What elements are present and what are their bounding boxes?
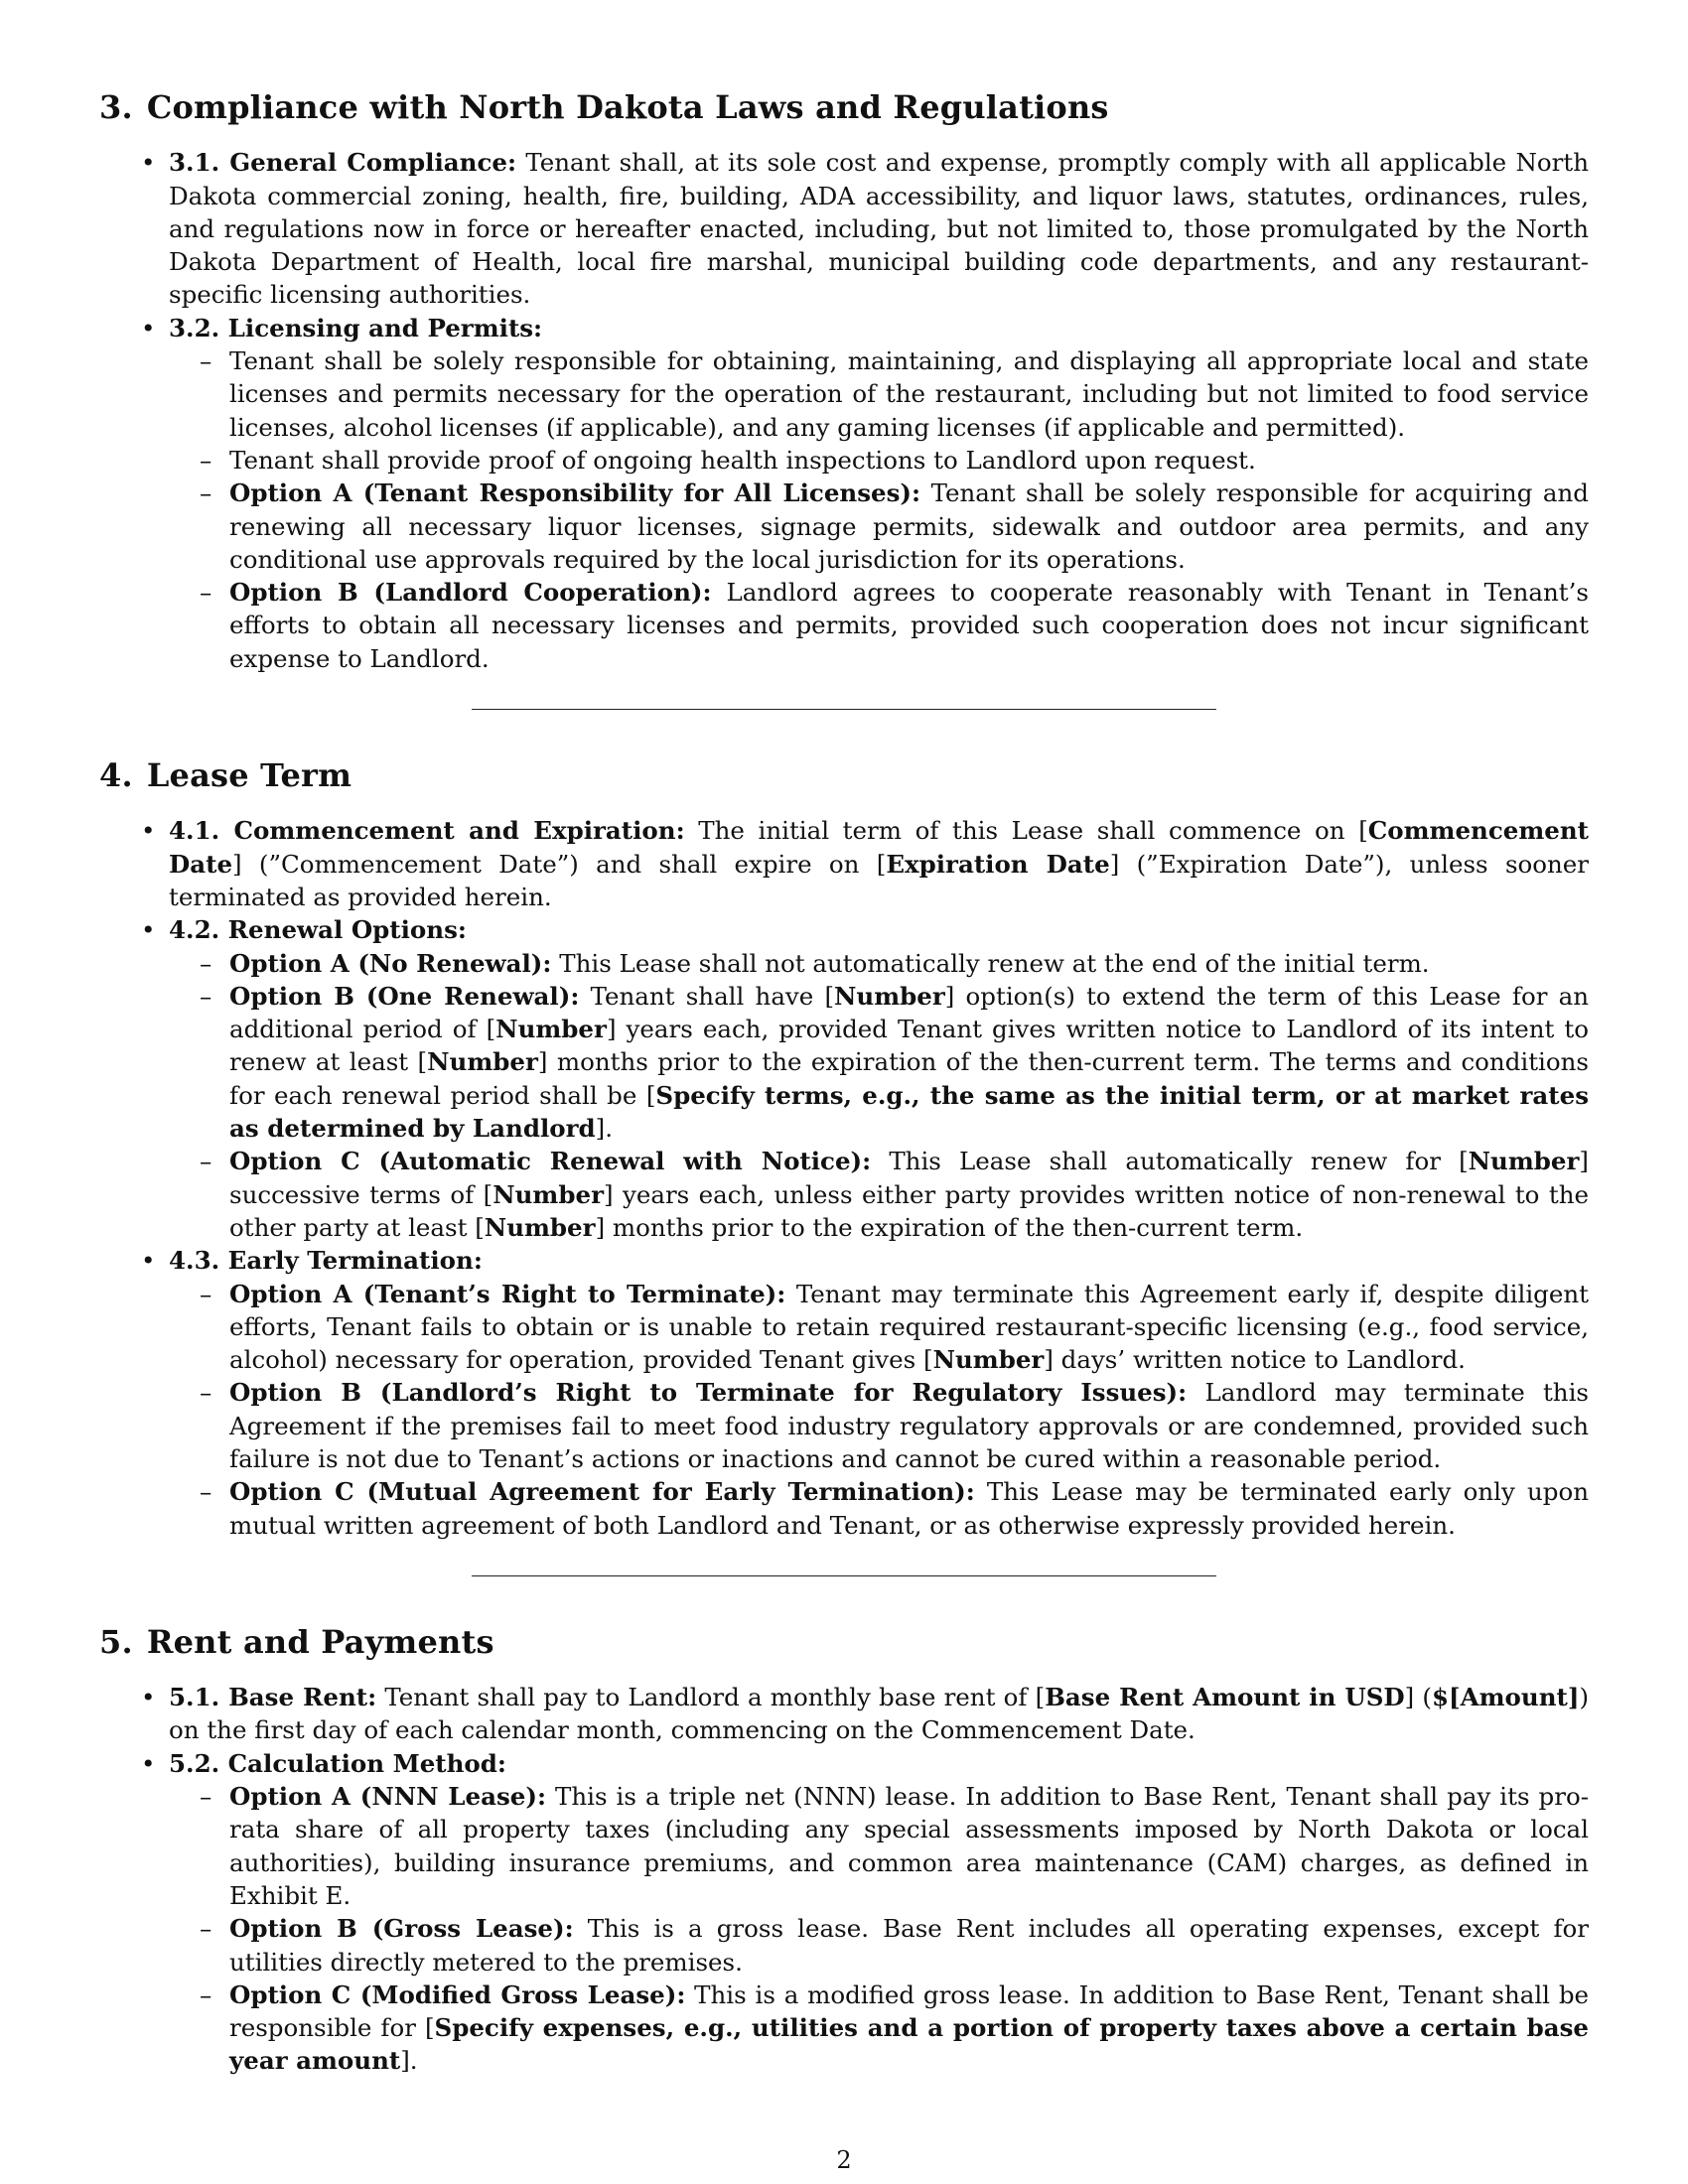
option-text: This is a modified gross lease. In addition to Base Rent, Tenant shall be responsible for [ [229, 1979, 1589, 2043]
placeholder-field: Number [484, 1212, 596, 1242]
placeholder-field: Number [1468, 1147, 1580, 1176]
option-label: Option A (NNN Lease): [229, 1782, 546, 1812]
option-text: ] option(s) to extend the term of this Lease for an additional period of [ [229, 981, 1589, 1044]
section-number: 5. [99, 1622, 133, 1661]
option-label: Option B (Landlord’s Right to Terminate for Regulatory Issues): [229, 1378, 1188, 1408]
clause-4-2-sublist [169, 947, 1589, 1245]
section-title: Compliance with North Dakota Laws and Regulations [146, 88, 1109, 126]
sub-item [229, 444, 1589, 477]
clause-5-2 [169, 1747, 1589, 2078]
option-a [229, 1278, 1589, 1377]
clause-3-2 [169, 312, 1589, 675]
option-b [229, 980, 1589, 1145]
placeholder-field: Base Rent Amount in USD [1045, 1683, 1405, 1712]
clause-text: ] (”Commencement Date”) and shall expire on [ [232, 849, 887, 879]
option-text: This is a triple net (NNN) lease. In addition to Base Rent, Tenant shall pay its pro-rata share of all property taxes (including any special assessments imposed by North Dakota or local authorities), building insurance premiums, and common area maintenance (CAM) charges, as defined in Exhibit E. [229, 1782, 1589, 1910]
option-c [229, 1145, 1589, 1244]
clause-5-2-sublist [169, 1780, 1589, 2078]
sub-item-text: Tenant shall be solely responsible for obtaining, maintaining, and displaying all appropriate local and state licenses and permits necessary for the operation of the restaurant, including but not limited to food service licenses, alcohol licenses (if applicable), and any gaming licenses (if applicable and permitted). [229, 346, 1589, 442]
option-text: ] successive terms of [ [229, 1147, 1589, 1209]
section-5-heading [99, 1622, 1589, 1661]
section-4-list [99, 814, 1589, 1542]
clause-text: Tenant shall, at its sole cost and expense, promptly comply with all applicable North Dakota commercial zoning, health, fire, building, ADA accessibility, and liquor laws, statutes, ordinances, rules, and regulations now in force or hereafter enacted, including, but not limited to, those promulgated by the North Dakota Department of Health, local fire marshal, municipal building code departments, and any restaurant-specific licensing authorities. [169, 148, 1589, 310]
option-b [229, 1912, 1589, 1979]
option-a [229, 947, 1589, 980]
option-text: ] years each, unless either party provides written notice of non-renewal to the other party at least [ [229, 1179, 1590, 1242]
option-c [229, 1475, 1589, 1542]
section-3-list [99, 146, 1589, 675]
option-a [229, 477, 1589, 576]
option-label: Option B (One Renewal): [229, 981, 580, 1011]
option-b [229, 1376, 1589, 1475]
option-label: Option A (Tenant Responsibility for All Licenses): [229, 478, 921, 508]
clause-label: 4.1. Commencement and Expiration: [169, 816, 685, 846]
option-label: Option B (Landlord Cooperation): [229, 578, 712, 608]
clause-5-1 [169, 1681, 1589, 1747]
option-label: Option C (Mutual Agreement for Early Termination): [229, 1477, 975, 1507]
option-a [229, 1780, 1589, 1912]
placeholder-field: Number [834, 981, 945, 1011]
option-text: ]. [400, 2046, 418, 2076]
clause-label: 5.1. Base Rent: [169, 1683, 377, 1712]
option-text: Landlord may terminate this Agreement if the premises fail to meet food industry regulatory approvals or are condemned, provided such failure is not due to Tenant’s actions or inactions and cannot be cured within a reasonable period. [229, 1378, 1589, 1473]
placeholder-field: Number [932, 1345, 1045, 1375]
clause-4-3-sublist [169, 1278, 1589, 1542]
clause-4-1 [169, 814, 1589, 913]
placeholder-field: Expiration Date [886, 849, 1110, 879]
option-label: Option B (Gross Lease): [229, 1914, 574, 1944]
option-text: This Lease may be terminated early only upon mutual written agreement of both Landlord and Tenant, or as otherwise expressly provided herein. [229, 1477, 1589, 1540]
sub-item [229, 344, 1589, 444]
clause-3-1 [169, 146, 1589, 311]
clause-label: 3.2. Licensing and Permits: [169, 313, 543, 342]
clause-4-2 [169, 913, 1589, 1244]
section-divider [472, 1575, 1216, 1576]
section-number: 3. [99, 88, 133, 126]
option-text: ] days’ written notice to Landlord. [1044, 1345, 1466, 1375]
option-label: Option C (Automatic Renewal with Notice): [229, 1147, 872, 1176]
section-title: Lease Term [146, 756, 352, 795]
option-text: Tenant shall have [ [590, 981, 835, 1011]
clause-text: The initial term of this Lease shall commence on [ [698, 816, 1368, 846]
section-5-list [99, 1681, 1589, 2078]
option-text: Tenant shall be solely responsible for acquiring and renewing all necessary liquor licenses, signage permits, sidewalk and outdoor area permits, and any conditional use approvals required by the local jurisdiction for its operations. [229, 478, 1589, 574]
option-label: Option C (Modified Gross Lease): [229, 1979, 686, 2009]
clause-label: 3.1. General Compliance: [169, 148, 516, 178]
option-text: This is a gross lease. Base Rent includes all operating expenses, except for utilities directly metered to the premises. [229, 1914, 1589, 1977]
placeholder-field: Number [495, 1015, 607, 1044]
sub-item-text: Tenant shall provide proof of ongoing health inspections to Landlord upon request. [229, 445, 1256, 475]
clause-3-2-sublist [169, 344, 1589, 675]
option-c [229, 1979, 1589, 2078]
option-text: This Lease shall not automatically renew at the end of the initial term. [559, 948, 1430, 978]
placeholder-field: $[Amount] [1431, 1683, 1580, 1712]
option-b [229, 576, 1589, 675]
option-text: ]. [595, 1114, 614, 1144]
placeholder-field: Specify terms, e.g., the same as the initial term, or at market rates as determined by Landlord [229, 1080, 1589, 1144]
clause-text: ] ( [1404, 1683, 1432, 1712]
placeholder-field: Commencement Date [169, 816, 1589, 879]
clause-text: ] (”Expiration Date”), unless sooner terminated as provided herein. [169, 849, 1590, 911]
option-label: Option A (No Renewal): [229, 948, 552, 978]
option-text: Tenant may terminate this Agreement early if, despite diligent efforts, Tenant fails to obtain or is unable to retain required restaurant-specific licensing (e.g., food service, alcohol) necessary for operation, provided Tenant gives [ [229, 1279, 1589, 1375]
clause-label: 4.3. Early Termination: [169, 1246, 483, 1276]
document-page [99, 88, 1590, 2078]
section-divider [472, 709, 1216, 710]
option-text: This Lease shall automatically renew for [ [889, 1147, 1469, 1176]
placeholder-field: Number [492, 1179, 604, 1209]
option-label: Option A (Tenant’s Right to Terminate): [229, 1279, 786, 1308]
clause-text: ) on the first day of each calendar month, commencing on the Commencement Date. [169, 1683, 1589, 1745]
option-text: Landlord agrees to cooperate reasonably with Tenant in Tenant’s efforts to obtain all necessary licenses and permits, provided such cooperation does not incur significant expense to Landlord. [229, 578, 1589, 673]
clause-label: 4.2. Renewal Options: [169, 915, 467, 945]
placeholder-field: Number [427, 1047, 538, 1077]
section-3-heading [99, 88, 1589, 126]
clause-label: 5.2. Calculation Method: [169, 1748, 506, 1778]
option-text: ] months prior to the expiration of the then-current term. The terms and conditions for each renewal period shall be [ [229, 1047, 1589, 1110]
clause-text: Tenant shall pay to Landlord a monthly base rent of [ [384, 1683, 1046, 1712]
section-title: Rent and Payments [146, 1622, 494, 1661]
page-number: 2 [836, 2146, 852, 2174]
option-text: ] years each, provided Tenant gives written notice to Landlord of its intent to renew at least [ [229, 1015, 1589, 1077]
clause-4-3 [169, 1244, 1589, 1542]
placeholder-field: Specify expenses, e.g., utilities and a portion of property taxes above a certain base year amount [229, 2013, 1589, 2076]
section-4-heading [99, 756, 1589, 795]
option-text: ] months prior to the expiration of the then-current term. [595, 1212, 1304, 1242]
section-number: 4. [99, 756, 133, 795]
